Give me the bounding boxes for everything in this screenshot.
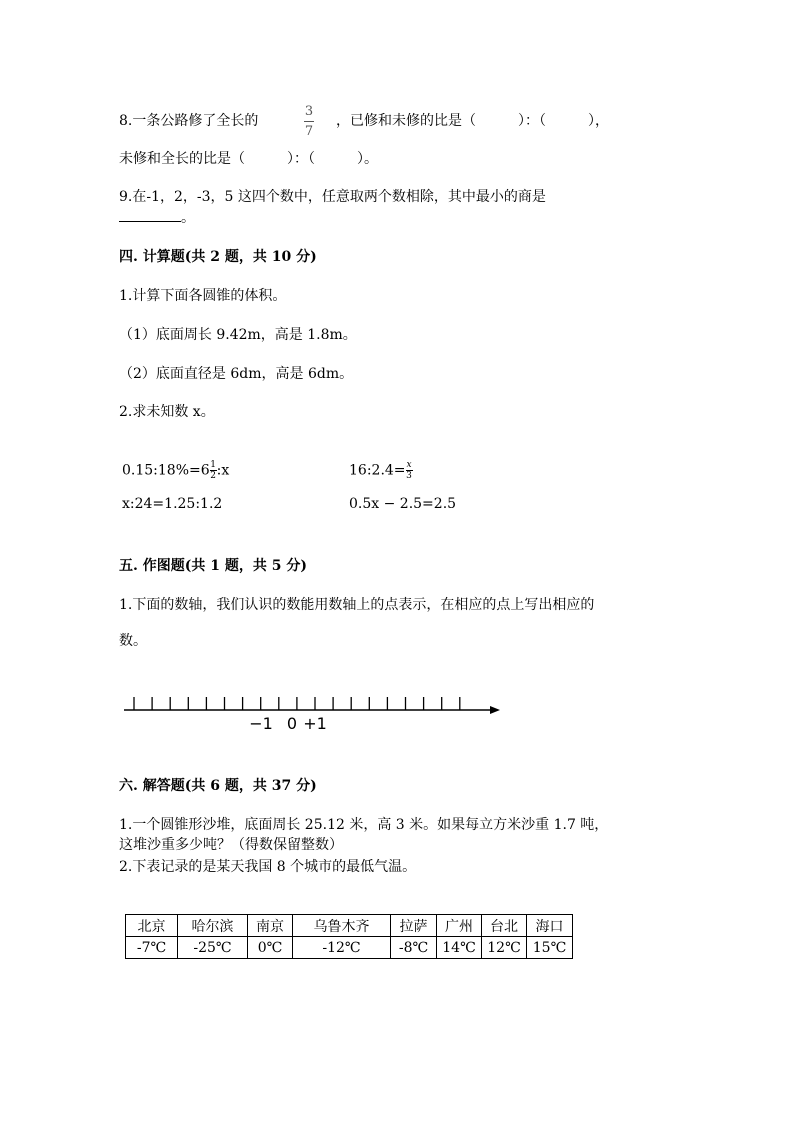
city-cell: 北京 xyxy=(126,915,178,937)
city-cell: 广州 xyxy=(437,915,482,937)
number-line xyxy=(120,690,510,735)
city-cell: 南京 xyxy=(248,915,293,937)
temperature-cell: 15℃ xyxy=(527,937,573,959)
axis-label-plus-one: +1 xyxy=(303,714,327,733)
temperature-cell: -12℃ xyxy=(293,937,391,959)
answer-blank[interactable] xyxy=(119,207,181,222)
s4-q1-b: （2）底面直径是 6dm，高是 6dm。 xyxy=(119,366,354,382)
s4-q1-a: （1）底面周长 9.42m，高是 1.8m。 xyxy=(119,327,357,343)
temperature-cell: -25℃ xyxy=(178,937,248,959)
axis-label-minus-one: −1 xyxy=(249,714,273,733)
fraction-x-over-3: $\frac{x}{3}$ xyxy=(406,460,412,481)
temperature-cell: -8℃ xyxy=(391,937,437,959)
q8-text-a: 8.一条公路修了全长的 xyxy=(119,113,259,129)
temperature-row xyxy=(126,937,573,959)
s6-q1-line2: 这堆沙重多少吨？（得数保留整数） xyxy=(119,837,343,853)
q8-text-b: ，已修和未修的比是（ ）：（ ）， xyxy=(336,113,609,129)
s6-q1-line1: 1.一个圆锥形沙堆，底面周长 25.12 米，高 3 米。如果每立方米沙重 1.7 吨， xyxy=(119,817,609,833)
s5-q1-line2: 数。 xyxy=(119,633,147,649)
section5-title: 五. 作图题(共 1 题，共 5 分) xyxy=(119,558,307,574)
temperature-cell: 14℃ xyxy=(437,937,482,959)
s4-q1: 1.计算下面各圆锥的体积。 xyxy=(119,288,287,304)
city-cell: 拉萨 xyxy=(391,915,437,937)
s5-q1-line1: 1.下面的数轴，我们认识的数能用数轴上的点表示，在相应的点上写出相应的 xyxy=(119,597,595,613)
q9-line2: 。 xyxy=(119,207,195,228)
mixed-fraction-half: $\frac{1}{2}$ xyxy=(210,460,217,481)
equation-3: x:24=1.25:1.2 xyxy=(122,496,223,512)
equation-1: 0.15:18%=6 $\frac{1}{2}$ :x xyxy=(122,460,230,481)
temperature-table xyxy=(125,914,573,959)
s4-q2: 2.求未知数 x。 xyxy=(119,404,215,420)
city-cell: 乌鲁木齐 xyxy=(293,915,391,937)
fraction-denominator: 7 xyxy=(304,124,314,139)
section4-title: 四. 计算题(共 2 题，共 10 分) xyxy=(119,249,317,265)
fraction-three-sevenths xyxy=(304,104,314,139)
temperature-cell: 0℃ xyxy=(248,937,293,959)
q8-line2: 未修和全长的比是（ ）：（ ）。 xyxy=(119,151,378,167)
axis-ticks xyxy=(134,697,460,710)
temperature-cell: -7℃ xyxy=(126,937,178,959)
equation-4: 0.5x − 2.5=2.5 xyxy=(349,496,457,512)
section6-title: 六. 解答题(共 6 题，共 37 分) xyxy=(119,778,317,794)
city-header-row xyxy=(126,915,573,937)
axis-label-zero: 0 xyxy=(286,714,298,733)
s6-q2: 2.下表记录的是某天我国 8 个城市的最低气温。 xyxy=(119,859,417,875)
arrow-icon xyxy=(490,706,500,714)
equation-2: 16:2.4= $\frac{x}{3}$ xyxy=(349,460,412,481)
city-cell: 台北 xyxy=(482,915,527,937)
city-cell: 哈尔滨 xyxy=(178,915,248,937)
fraction-numerator: 3 xyxy=(304,104,314,119)
city-cell: 海口 xyxy=(527,915,573,937)
q9-line1: 9.在-1，2，-3，5 这四个数中，任意取两个数相除，其中最小的商是 xyxy=(119,189,546,205)
temperature-cell: 12℃ xyxy=(482,937,527,959)
